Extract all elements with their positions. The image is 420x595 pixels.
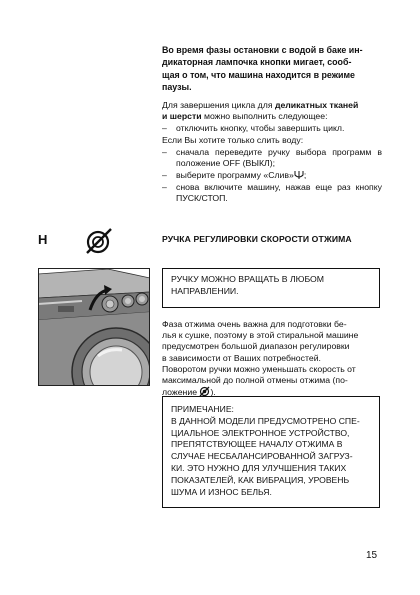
drain-program-text-end: ; xyxy=(303,170,307,180)
section-letter: H xyxy=(38,232,48,247)
spin-line-text: ложение xyxy=(162,387,200,398)
note-line: ЦИАЛЬНОЕ ЭЛЕКТРОННОЕ УСТРОЙСТВО, xyxy=(171,427,350,438)
spin-line: Фаза отжима очень важна для подготовки бе- xyxy=(162,319,347,329)
rotation-notice-line: РУЧКУ МОЖНО ВРАЩАТЬ В ЛЮБОМ xyxy=(171,274,325,284)
note-line: ШУМА И ИЗНОС БЕЛЬЯ. xyxy=(171,486,272,497)
spin-line: максимальной до полной отмены отжима (по- xyxy=(162,375,348,386)
list-item-text xyxy=(176,170,382,181)
note-box xyxy=(162,396,380,508)
list-item xyxy=(162,170,382,182)
section-heading: РУЧКА РЕГУЛИРОВКИ СКОРОСТИ ОТЖИМА xyxy=(162,234,352,244)
pause-notice-line: Во время фазы остановки с водой в баке ин- xyxy=(162,45,363,55)
rotation-notice-box xyxy=(162,268,380,308)
delicate-fabrics-label: деликатных тканей xyxy=(274,100,359,110)
spin-line: в зависимости от Ваших потребностей. xyxy=(162,352,321,363)
list-dash: – xyxy=(162,170,167,180)
note-line: КИ. ЭТО НУЖНО ДЛЯ УЛУЧШЕНИЯ ТАКИХ xyxy=(171,462,347,473)
spin-line-text: ). xyxy=(210,387,216,398)
wool-label: и шерсти xyxy=(162,111,202,122)
list-item xyxy=(162,182,382,206)
list-dash: – xyxy=(162,147,167,157)
drain-program-icon xyxy=(294,170,307,180)
list-dash: – xyxy=(162,123,167,133)
note-line: ПРЕПЯТСТВУЮЩЕЕ НАЧАЛУ ОТЖИМА В xyxy=(171,439,343,450)
pause-notice-line: паузы. xyxy=(162,81,192,92)
list-item xyxy=(162,147,382,171)
note-line: ПОКАЗАТЕЛЕЙ, КАК ВИБРАЦИЯ, УРОВЕНЬ xyxy=(171,474,350,485)
note-line: В ДАННОЙ МОДЕЛИ ПРЕДУСМОТРЕНО СПЕ- xyxy=(171,415,360,426)
drain-intro-line1 xyxy=(162,100,382,111)
pause-notice-line: дикаторная лампочка кнопки мигает, сооб- xyxy=(162,57,352,68)
list-dash: – xyxy=(162,182,167,192)
drain-intro-line2 xyxy=(162,111,382,122)
spin-line: Поворотом ручки можно уменьшать скорость от xyxy=(162,363,356,374)
drain-intro-text: Для завершения цикла для xyxy=(162,100,275,110)
list-item-text: снова включите машину, нажав еще раз кнопку ПУСК/СТОП. xyxy=(176,182,382,204)
drain-intro-text: можно выполнить следующее: xyxy=(201,111,328,122)
pause-notice xyxy=(162,44,382,93)
drain-only-line: Если Вы хотите только слить воду: xyxy=(162,135,304,145)
spin-line: предусмотрен большой диапазон регулировки xyxy=(162,341,350,352)
pause-notice-line: щая о том, что машина находится в режиме xyxy=(162,69,355,80)
list-item xyxy=(162,123,382,135)
note-line: СЛУЧАЕ НЕСБАЛАНСИРОВАННОЙ ЗАГРУЗ- xyxy=(171,451,353,462)
page-number: 15 xyxy=(366,550,378,561)
note-line: ПРИМЕЧАНИЕ: xyxy=(171,404,234,414)
spin-description xyxy=(162,319,380,398)
list-item-text: сначала переведите ручку выбора программ в положение OFF (ВЫКЛ); xyxy=(176,147,382,169)
drain-program-text: выберите программу «Слив» xyxy=(176,170,294,180)
spin-speed-icon xyxy=(84,226,114,261)
spin-line: лья к сушке, поэтому в этой стиральной машине xyxy=(162,330,359,341)
rotation-notice-line: НАПРАВЛЕНИИ. xyxy=(171,286,239,296)
list-item-text: отключить кнопку, чтобы завершить цикл. xyxy=(176,123,345,133)
drain-instructions xyxy=(162,100,382,122)
washing-machine-illustration xyxy=(38,268,150,391)
